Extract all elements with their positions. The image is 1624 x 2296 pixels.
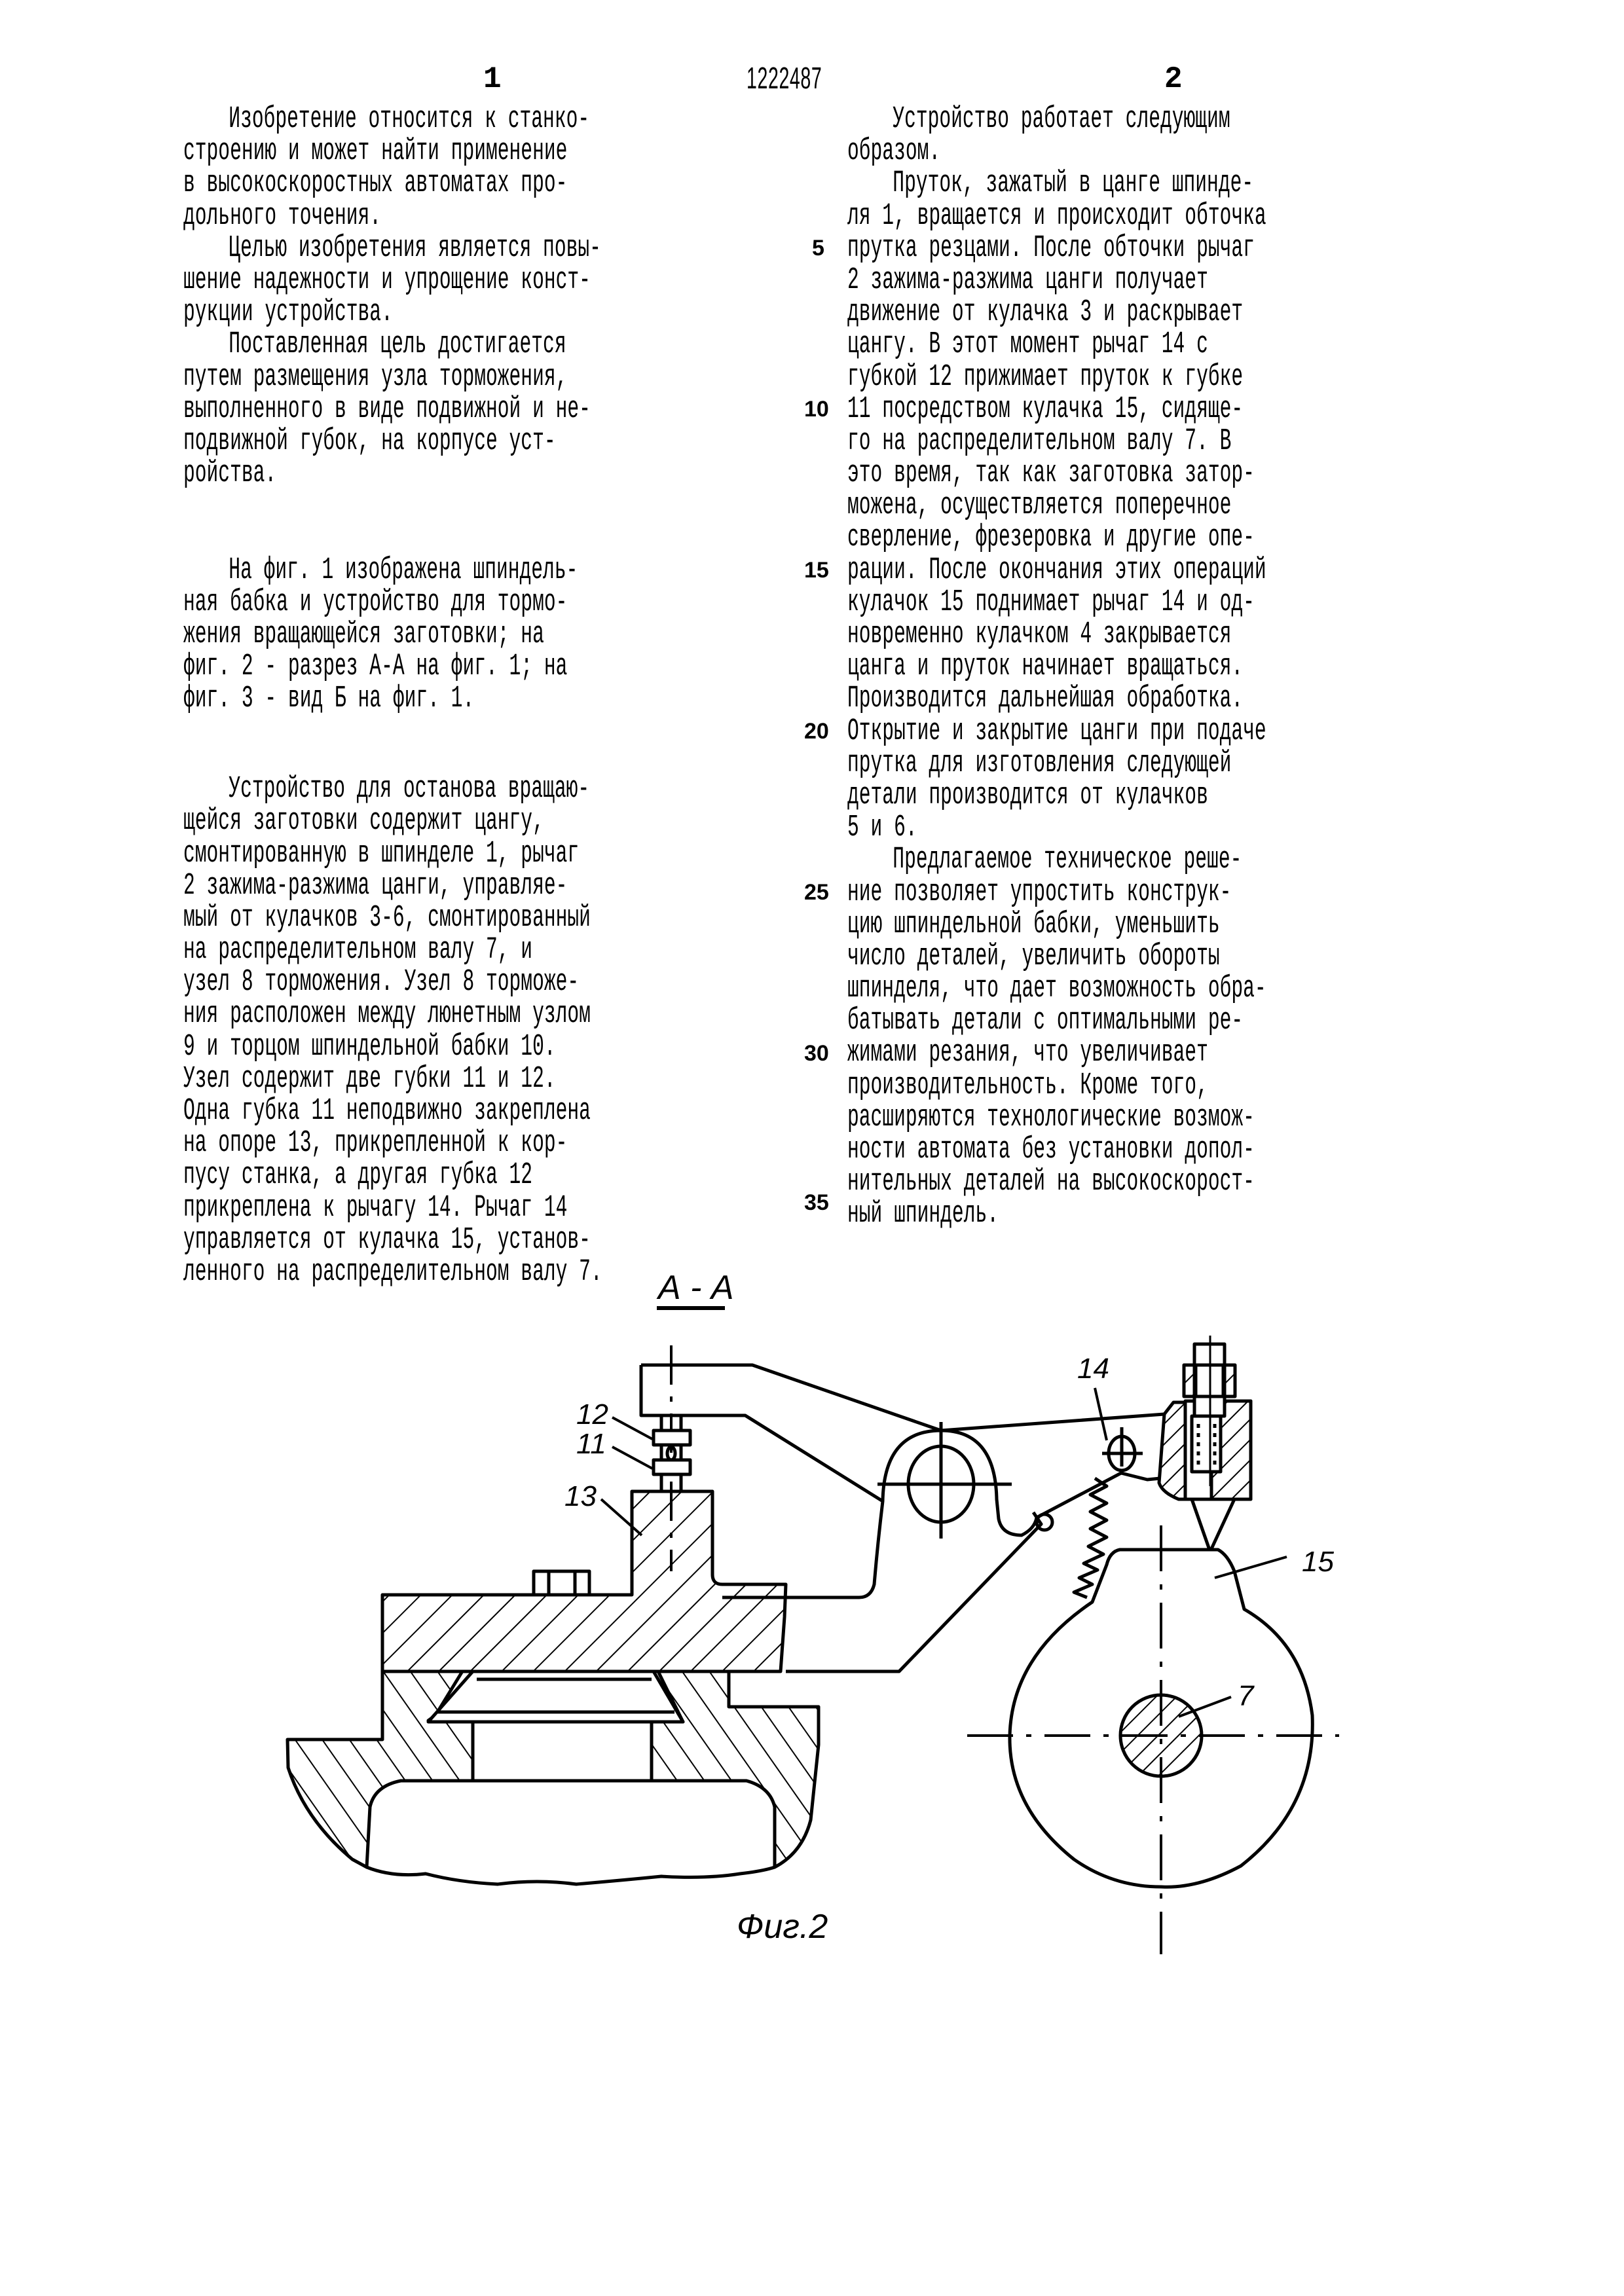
text-line: дольного точения. [183, 198, 382, 234]
text-line: пусу станка, а другая губка 12 [183, 1158, 533, 1194]
text-line: ный шпиндель. [847, 1197, 999, 1232]
leader-12 [612, 1417, 652, 1439]
text-line: путем размещения узла торможения, [183, 359, 568, 395]
section-title: А - А [658, 1269, 734, 1307]
label-12: 12 [576, 1398, 608, 1430]
text-line: На фиг. 1 изображена шпиндель- [229, 553, 578, 588]
text-line: детали производится от кулачков [847, 778, 1208, 813]
column-number-left: 1 [483, 62, 502, 96]
text-line: го на распределительном валу 7. В [847, 424, 1232, 459]
line-number: 10 [804, 397, 829, 422]
text-line: цангу. В этот момент рычаг 14 с [847, 327, 1208, 363]
text-line: 2 зажима-разжима цанги получает [847, 263, 1208, 298]
text-line: выполненного в виде подвижной и не- [183, 392, 591, 427]
label-15: 15 [1302, 1546, 1334, 1578]
text-line: Одна губка 11 неподвижно закреплена [183, 1094, 591, 1129]
text-line: шение надежности и упрощение конст- [183, 263, 591, 298]
text-line: подвижной губок, на корпусе уст- [183, 424, 556, 459]
text-line: Узел содержит две губки 11 и 12. [183, 1061, 556, 1097]
text-line: мый от кулачков 3-6, смонтированный [183, 900, 591, 936]
lever-lower-arm [786, 1512, 1041, 1671]
text-line: прикреплена к рычагу 14. Рычаг 14 [183, 1190, 568, 1226]
text-line: прутка для изготовления следующей [847, 746, 1232, 781]
leader-11 [612, 1447, 652, 1468]
text-line: ности автомата без установки допол- [847, 1133, 1255, 1167]
text-line: Целью изобретения является повы- [229, 230, 601, 266]
label-14: 14 [1077, 1353, 1109, 1385]
text-line: производительность. Кроме того, [847, 1068, 1208, 1103]
text-line: Пруток, зажатый в цанге шпинде- [893, 166, 1254, 202]
text-line: строению и может найти применение [183, 134, 568, 170]
text-line: фиг. 2 - разрез А-А на фиг. 1; на [183, 649, 568, 685]
text-line: ная бабка и устройство для тормо- [183, 585, 568, 620]
text-line: Предлагаемое техническое реше- [893, 843, 1242, 878]
text-line: 11 посредством кулачка 15, сидяще- [847, 392, 1244, 427]
label-7: 7 [1238, 1680, 1254, 1712]
text-line: ния расположен между люнетным узлом [183, 997, 591, 1032]
figure-caption: Фиг.2 [737, 1908, 828, 1946]
jaw-12 [654, 1430, 690, 1445]
shaft-7 [1120, 1695, 1202, 1776]
text-line: сверление, фрезеровка и другие опе- [847, 520, 1255, 556]
text-line: цию шпиндельной бабки, уменьшить [847, 907, 1220, 942]
line-number: 20 [804, 719, 829, 744]
text-line: рации. После окончания этих операций [847, 553, 1266, 588]
text-line: губкой 12 прижимает пруток к губке [847, 359, 1244, 395]
text-line: расширяются технологические возмож- [847, 1100, 1255, 1135]
text-line: 2 зажима-разжима цанги, управляе- [183, 868, 568, 903]
text-line: управляется от кулачка 15, установ- [183, 1222, 591, 1258]
text-line: ройства. [183, 456, 277, 492]
text-line: 9 и торцом шпиндельной бабки 10. [183, 1029, 556, 1065]
text-line: это время, так как заготовка затор- [847, 456, 1255, 492]
text-line: жимами резания, что увеличивает [847, 1036, 1208, 1071]
line-number: 15 [804, 558, 829, 583]
text-line: шпинделя, что дает возможность обра- [847, 972, 1266, 1007]
text-line: батывать детали с оптимальными ре- [847, 1004, 1244, 1039]
text-line: движение от кулачка 3 и раскрывает [847, 295, 1244, 331]
text-line: смонтированную в шпинделе 1, рычаг [183, 836, 580, 871]
text-line: фиг. 3 - вид Б на фиг. 1. [183, 682, 475, 717]
text-line: Производится дальнейшая обработка. [847, 682, 1244, 717]
text-line: Устройство работает следующим [893, 102, 1230, 137]
label-11: 11 [576, 1428, 606, 1460]
lower-housing-right [652, 1671, 819, 1867]
column-number-right: 2 [1164, 62, 1183, 96]
text-line: цанга и пруток начинает вращаться. [847, 649, 1244, 685]
text-line: ние позволяет упростить конструк- [847, 875, 1232, 910]
text-line: Открытие и закрытие цанги при подаче [847, 714, 1266, 749]
text-line: рукции устройства. [183, 295, 393, 331]
text-line: щейся заготовки содержит цангу, [183, 804, 544, 839]
text-line: новременно кулачком 4 закрывается [847, 617, 1232, 652]
text-line: образом. [847, 134, 941, 170]
jaw-11 [654, 1460, 690, 1474]
text-line: в высокоскоростных автоматах про- [183, 166, 568, 202]
line-number: 30 [804, 1041, 829, 1066]
text-line: Поставленная цель достигается [229, 327, 566, 363]
follower-tip [1192, 1499, 1234, 1552]
text-line: число деталей, увеличить обороты [847, 939, 1220, 974]
text-line: на распределительном валу 7, и [183, 933, 533, 968]
text-line: кулачок 15 поднимает рычаг 14 и од- [847, 585, 1255, 620]
text-line: жения вращающейся заготовки; на [183, 617, 544, 653]
text-line: 5 и 6. [847, 811, 917, 846]
text-line: прутка резцами. После обточки рычаг [847, 230, 1255, 266]
text-line: ленного на распределительном валу 7. [183, 1254, 602, 1290]
text-line: ля 1, вращается и происходит обточка [847, 198, 1266, 234]
break-line [367, 1867, 775, 1884]
text-line: можена, осуществляется поперечное [847, 488, 1232, 524]
text-line: Изобретение относится к станко- [229, 102, 590, 137]
text-line: на опоре 13, прикрепленной к кор- [183, 1126, 568, 1161]
bolt [534, 1571, 589, 1595]
line-number: 35 [804, 1190, 829, 1215]
label-13: 13 [564, 1480, 597, 1512]
line-number: 25 [804, 880, 829, 905]
right-housing [1159, 1402, 1185, 1499]
line-number: 5 [812, 236, 824, 261]
text-line: нительных деталей на высокоскорост- [847, 1165, 1255, 1200]
leader-14 [1095, 1388, 1107, 1440]
text-line: узел 8 торможения. Узел 8 торможе- [183, 965, 580, 1000]
text-line: Устройство для останова вращаю- [229, 772, 590, 807]
patent-number: 1222487 [747, 61, 822, 95]
